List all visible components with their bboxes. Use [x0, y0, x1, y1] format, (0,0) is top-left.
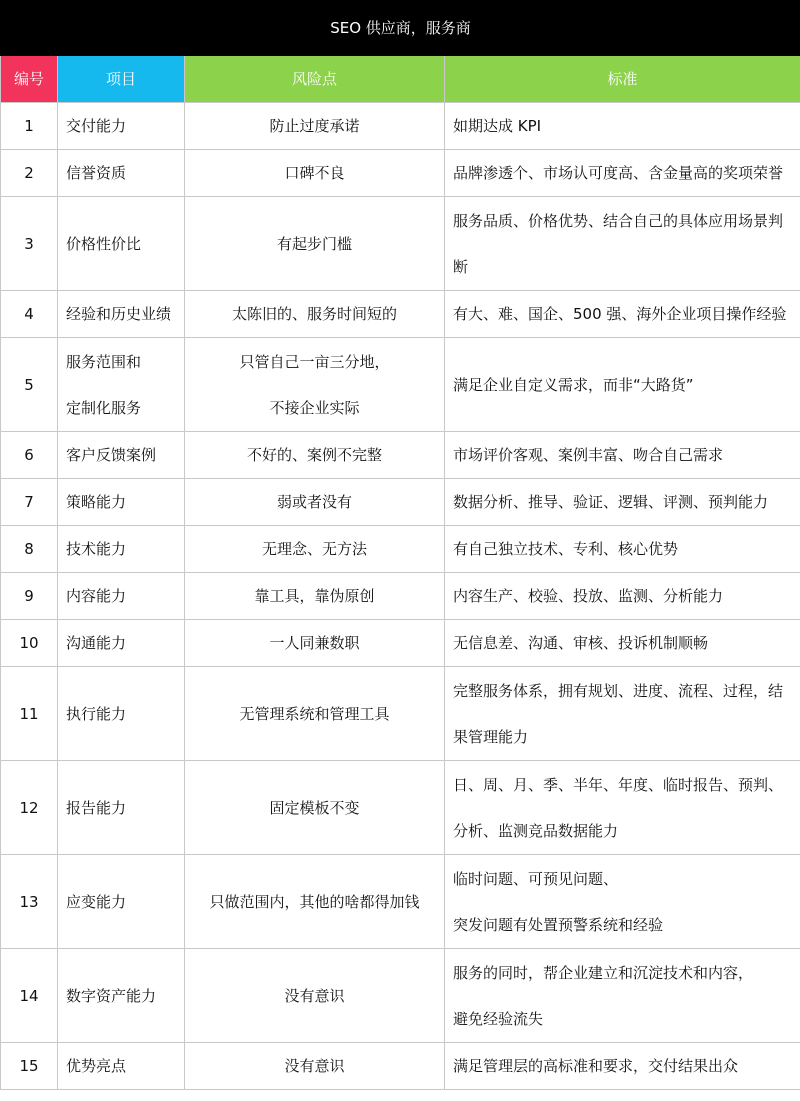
row-item [58, 103, 185, 150]
row-risk-line: 不接企业实际 [269, 398, 360, 417]
row-standard-line: 突发问题有处置预警系统和经验 [453, 915, 664, 934]
row-number: 7 [1, 479, 58, 526]
row-standard-line: 满足管理层的高标准和要求，交付结果出众 [453, 1057, 739, 1075]
row-risk [185, 291, 445, 338]
row-risk-line: 没有意识 [284, 986, 345, 1005]
table-row [1, 338, 800, 432]
row-risk [185, 432, 445, 479]
row-standard-line: 内容生产、校验、投放、监测、分析能力 [453, 587, 724, 605]
row-standard [445, 526, 800, 573]
row-risk-line: 只管自己一亩三分地， [239, 352, 390, 371]
table-row [1, 1043, 800, 1090]
row-item-line: 内容能力 [66, 587, 127, 605]
table-row [1, 150, 800, 197]
row-item-line: 信誉资质 [66, 164, 127, 182]
row-risk [185, 526, 445, 573]
row-risk-line: 太陈旧的、服务时间短的 [231, 305, 397, 323]
row-standard [445, 761, 800, 855]
row-risk [185, 479, 445, 526]
row-risk [185, 761, 445, 855]
table-row [1, 949, 800, 1043]
row-standard [445, 479, 800, 526]
row-item-line: 客户反馈案例 [66, 446, 157, 464]
row-standard-line: 分析、监测竞品数据能力 [453, 821, 619, 840]
row-standard [445, 291, 800, 338]
row-item [58, 1043, 185, 1090]
row-number: 13 [1, 855, 58, 949]
row-standard [445, 150, 800, 197]
row-standard [445, 197, 800, 291]
row-standard [445, 432, 800, 479]
row-risk [185, 855, 445, 949]
row-risk [185, 150, 445, 197]
row-standard [445, 855, 800, 949]
row-item-line: 定制化服务 [66, 398, 142, 417]
row-number: 3 [1, 197, 58, 291]
row-item [58, 338, 185, 432]
row-standard-line: 临时问题、可预见问题、 [453, 869, 619, 888]
row-item-line: 经验和历史业绩 [66, 305, 172, 323]
row-number: 6 [1, 432, 58, 479]
row-item-line: 数字资产能力 [66, 986, 157, 1005]
row-number: 8 [1, 526, 58, 573]
table-header-row [1, 56, 800, 103]
row-risk-line: 一人同兼数职 [269, 634, 360, 652]
row-standard-line: 无信息差、沟通、审核、投诉机制顺畅 [453, 634, 709, 652]
row-item [58, 150, 185, 197]
row-standard-line: 有大、难、国企、500 强、海外企业项目操作经验 [453, 305, 787, 323]
row-item-line: 执行能力 [66, 704, 127, 723]
table-row [1, 197, 800, 291]
row-number: 14 [1, 949, 58, 1043]
row-standard [445, 620, 800, 667]
row-item [58, 526, 185, 573]
row-risk-line: 固定模板不变 [269, 798, 360, 817]
row-number: 15 [1, 1043, 58, 1090]
row-standard [445, 573, 800, 620]
row-number: 9 [1, 573, 58, 620]
table-row [1, 526, 800, 573]
row-risk-line: 无理念、无方法 [261, 540, 367, 558]
row-standard-line: 如期达成 KPI [453, 117, 542, 135]
table-row [1, 667, 800, 761]
row-item [58, 855, 185, 949]
table-row [1, 291, 800, 338]
row-risk-line: 无管理系统和管理工具 [239, 704, 390, 723]
row-item [58, 432, 185, 479]
row-risk-line: 没有意识 [284, 1057, 345, 1075]
row-item-line: 服务范围和 [66, 352, 142, 371]
row-risk [185, 620, 445, 667]
row-number: 5 [1, 338, 58, 432]
row-item [58, 291, 185, 338]
row-standard [445, 338, 800, 432]
row-item [58, 573, 185, 620]
row-standard-line: 市场评价客观、案例丰富、吻合自己需求 [453, 446, 724, 464]
row-number: 12 [1, 761, 58, 855]
header-standard: 标准 [445, 56, 800, 103]
row-standard-line: 服务的同时，帮企业建立和沉淀技术和内容， [453, 963, 754, 982]
row-risk-line: 靠工具，靠伪原创 [254, 587, 375, 605]
row-standard-line: 果管理能力 [453, 727, 529, 746]
table-title-row [1, 1, 800, 56]
row-risk [185, 338, 445, 432]
row-standard [445, 667, 800, 761]
table-row [1, 103, 800, 150]
row-risk-line: 只做范围内，其他的啥都得加钱 [209, 892, 420, 911]
row-standard [445, 1043, 800, 1090]
row-standard-line: 服务品质、价格优势、结合自己的具体应用场景判 [453, 211, 784, 230]
row-risk-line: 弱或者没有 [276, 493, 352, 511]
row-risk [185, 103, 445, 150]
row-standard-line: 避免经验流失 [453, 1009, 544, 1028]
table-row [1, 761, 800, 855]
table-row [1, 573, 800, 620]
header-num: 编号 [1, 56, 58, 103]
row-item [58, 197, 185, 291]
row-item-line: 优势亮点 [66, 1057, 127, 1075]
row-number: 10 [1, 620, 58, 667]
row-risk [185, 1043, 445, 1090]
row-standard-line: 品牌渗透个、市场认可度高、含金量高的奖项荣誉 [453, 164, 784, 182]
row-number: 11 [1, 667, 58, 761]
row-risk [185, 573, 445, 620]
table-row [1, 855, 800, 949]
row-item-line: 沟通能力 [66, 634, 127, 652]
row-number: 4 [1, 291, 58, 338]
header-risk: 风险点 [185, 56, 445, 103]
row-risk [185, 667, 445, 761]
row-standard-line: 完整服务体系，拥有规划、进度、流程、过程，结 [453, 681, 784, 700]
row-item-line: 策略能力 [66, 493, 127, 511]
table-title: SEO 供应商，服务商 [1, 1, 800, 56]
row-number: 1 [1, 103, 58, 150]
table-row [1, 432, 800, 479]
row-standard-line: 有自己独立技术、专利、核心优势 [453, 540, 679, 558]
row-item [58, 667, 185, 761]
row-item [58, 620, 185, 667]
row-item-line: 交付能力 [66, 117, 127, 135]
row-standard-line: 日、周、月、季、半年、年度、临时报告、预判、 [453, 775, 784, 794]
row-standard-line: 断 [453, 257, 469, 276]
row-item-line: 报告能力 [66, 798, 127, 817]
row-risk [185, 197, 445, 291]
row-standard-line: 满足企业自定义需求，而非“大路货” [453, 375, 694, 394]
table-row [1, 479, 800, 526]
row-item [58, 761, 185, 855]
row-number: 2 [1, 150, 58, 197]
row-item-line: 技术能力 [66, 540, 127, 558]
row-risk [185, 949, 445, 1043]
row-item [58, 479, 185, 526]
row-item-line: 价格性价比 [66, 234, 142, 253]
row-item-line: 应变能力 [66, 892, 127, 911]
row-risk-line: 防止过度承诺 [269, 117, 360, 135]
table-row [1, 620, 800, 667]
header-item: 项目 [58, 56, 185, 103]
row-risk-line: 口碑不良 [284, 164, 345, 182]
row-risk-line: 不好的、案例不完整 [246, 446, 382, 464]
row-standard [445, 949, 800, 1043]
row-risk-line: 有起步门槛 [276, 234, 352, 253]
row-item [58, 949, 185, 1043]
row-standard [445, 103, 800, 150]
row-standard-line: 数据分析、推导、验证、逻辑、评测、预判能力 [453, 493, 769, 511]
